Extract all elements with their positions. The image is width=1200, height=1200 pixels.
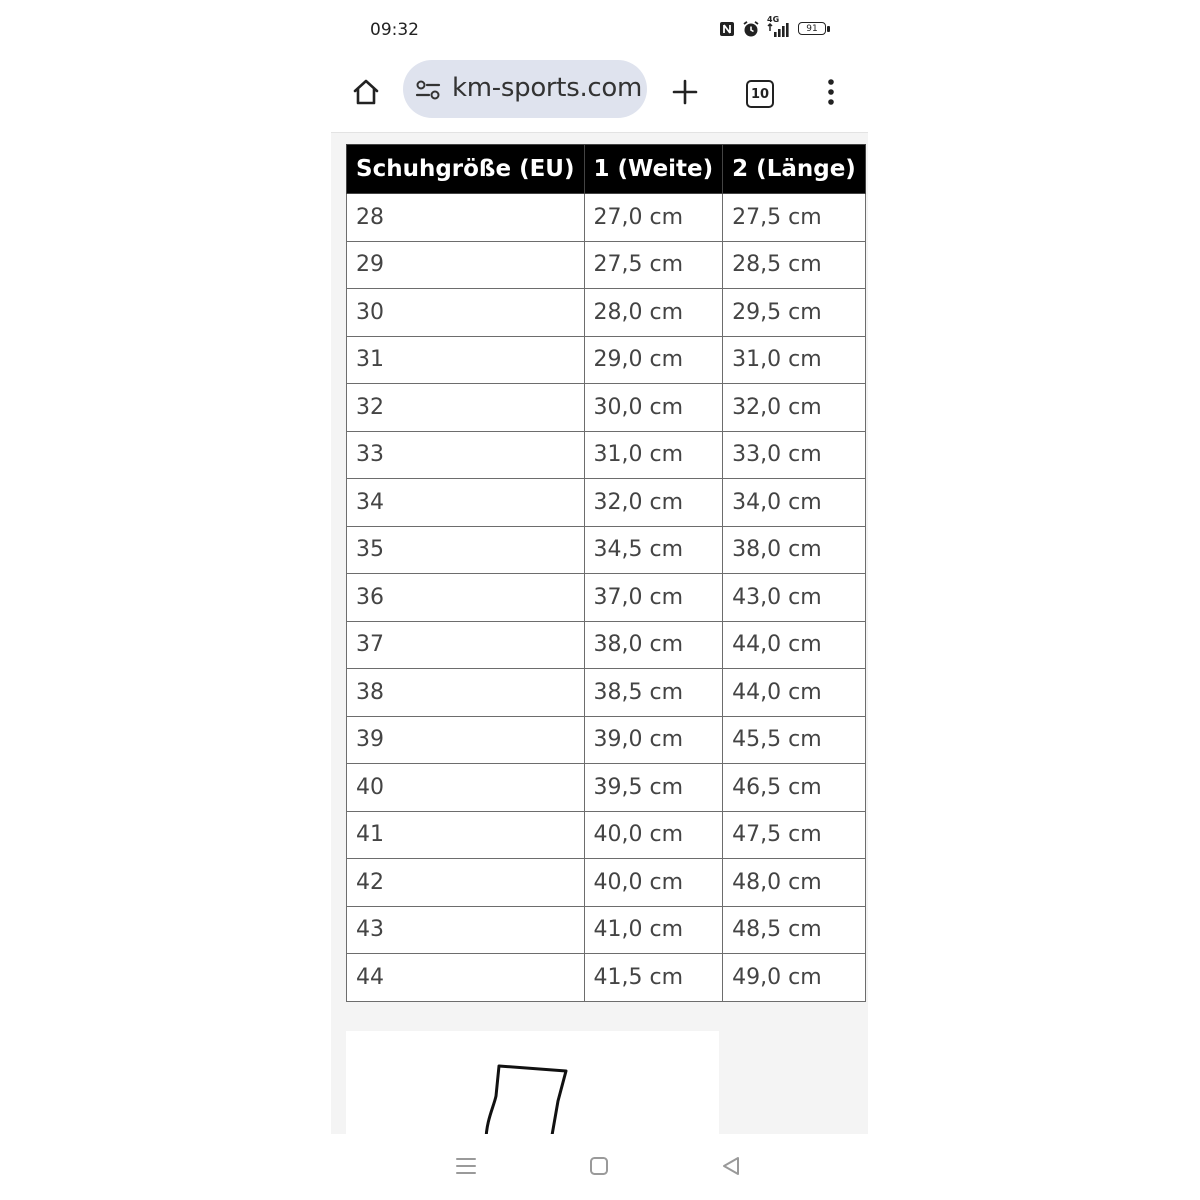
length-cell: 44,0 cm — [723, 621, 866, 669]
back-triangle-icon — [720, 1155, 742, 1181]
shoe-size-cell: 44 — [347, 954, 585, 1002]
shoe-size-cell: 42 — [347, 859, 585, 907]
width-cell: 29,0 cm — [584, 336, 723, 384]
menu-icon — [455, 1156, 477, 1180]
column-header-length: 2 (Länge) — [723, 145, 866, 194]
tab-switcher-icon: 10 — [746, 80, 774, 108]
nfc-icon — [719, 21, 735, 37]
length-cell: 47,5 cm — [723, 811, 866, 859]
length-cell: 31,0 cm — [723, 336, 866, 384]
length-cell: 44,0 cm — [723, 669, 866, 717]
shoe-size-cell: 35 — [347, 526, 585, 574]
shoe-outline-image — [466, 1061, 576, 1145]
width-cell: 41,0 cm — [584, 906, 723, 954]
table-row — [347, 621, 866, 669]
home-button[interactable] — [344, 72, 388, 116]
length-cell: 28,5 cm — [723, 241, 866, 289]
table-row — [347, 241, 866, 289]
shoe-size-cell: 32 — [347, 384, 585, 432]
signal-icon — [767, 15, 791, 37]
width-cell: 30,0 cm — [584, 384, 723, 432]
column-header-width: 1 (Weite) — [584, 145, 723, 194]
length-cell: 43,0 cm — [723, 574, 866, 622]
more-menu-button[interactable] — [809, 72, 853, 116]
new-tab-icon — [671, 78, 699, 110]
address-bar[interactable] — [403, 60, 647, 118]
width-cell: 31,0 cm — [584, 431, 723, 479]
shoe-size-cell: 40 — [347, 764, 585, 812]
table-row — [347, 669, 866, 717]
shoe-size-table — [346, 144, 866, 1002]
tab-switcher-button[interactable] — [738, 72, 782, 116]
status-time: 09:32 — [370, 20, 419, 40]
table-row — [347, 336, 866, 384]
table-row — [347, 954, 866, 1002]
status-bar — [331, 0, 868, 58]
status-icons — [719, 15, 832, 38]
table-row — [347, 194, 866, 242]
alarm-icon — [742, 20, 760, 38]
table-row — [347, 431, 866, 479]
table-row — [347, 811, 866, 859]
more-menu-icon — [826, 78, 836, 110]
width-cell: 39,0 cm — [584, 716, 723, 764]
length-cell: 48,5 cm — [723, 906, 866, 954]
table-row — [347, 906, 866, 954]
shoe-size-cell: 34 — [347, 479, 585, 527]
length-cell: 27,5 cm — [723, 194, 866, 242]
length-cell: 49,0 cm — [723, 954, 866, 1002]
table-row — [347, 289, 866, 337]
home-icon — [351, 77, 381, 111]
home-square-icon — [588, 1155, 610, 1181]
length-cell: 45,5 cm — [723, 716, 866, 764]
length-cell: 34,0 cm — [723, 479, 866, 527]
length-cell: 33,0 cm — [723, 431, 866, 479]
width-cell: 40,0 cm — [584, 859, 723, 907]
battery-level: 91 — [806, 24, 818, 34]
phone-screen — [331, 0, 868, 1200]
length-cell: 48,0 cm — [723, 859, 866, 907]
shoe-size-cell: 28 — [347, 194, 585, 242]
table-row — [347, 764, 866, 812]
width-cell: 40,0 cm — [584, 811, 723, 859]
shoe-size-cell: 43 — [347, 906, 585, 954]
table-row — [347, 574, 866, 622]
home-nav-button[interactable] — [585, 1154, 613, 1182]
length-cell: 32,0 cm — [723, 384, 866, 432]
table-row — [347, 384, 866, 432]
site-settings-icon[interactable] — [415, 79, 441, 105]
shoe-size-cell: 41 — [347, 811, 585, 859]
recent-apps-button[interactable] — [452, 1154, 480, 1182]
width-cell: 39,5 cm — [584, 764, 723, 812]
table-header-row — [347, 145, 866, 194]
table-body — [347, 194, 866, 1002]
shoe-size-cell: 38 — [347, 669, 585, 717]
battery-icon — [798, 21, 832, 37]
network-type-label: 4G — [767, 15, 780, 24]
shoe-size-cell: 31 — [347, 336, 585, 384]
width-cell: 28,0 cm — [584, 289, 723, 337]
width-cell: 27,5 cm — [584, 241, 723, 289]
width-cell: 34,5 cm — [584, 526, 723, 574]
width-cell: 32,0 cm — [584, 479, 723, 527]
system-nav-bar — [331, 1134, 868, 1200]
length-cell: 46,5 cm — [723, 764, 866, 812]
new-tab-button[interactable] — [663, 72, 707, 116]
browser-toolbar — [331, 58, 868, 133]
shoe-size-cell: 36 — [347, 574, 585, 622]
shoe-size-cell: 29 — [347, 241, 585, 289]
width-cell: 38,5 cm — [584, 669, 723, 717]
width-cell: 38,0 cm — [584, 621, 723, 669]
table-row — [347, 859, 866, 907]
back-nav-button[interactable] — [717, 1154, 745, 1182]
table-row — [347, 526, 866, 574]
column-header-shoe-size: Schuhgröße (EU) — [347, 145, 585, 194]
width-cell: 41,5 cm — [584, 954, 723, 1002]
table-row — [347, 716, 866, 764]
shoe-size-cell: 39 — [347, 716, 585, 764]
table-row — [347, 479, 866, 527]
length-cell: 38,0 cm — [723, 526, 866, 574]
shoe-size-cell: 33 — [347, 431, 585, 479]
size-illustration — [346, 1031, 719, 1141]
url-text[interactable]: km-sports.com — [452, 73, 643, 103]
length-cell: 29,5 cm — [723, 289, 866, 337]
width-cell: 37,0 cm — [584, 574, 723, 622]
width-cell: 27,0 cm — [584, 194, 723, 242]
shoe-size-cell: 37 — [347, 621, 585, 669]
shoe-size-cell: 30 — [347, 289, 585, 337]
